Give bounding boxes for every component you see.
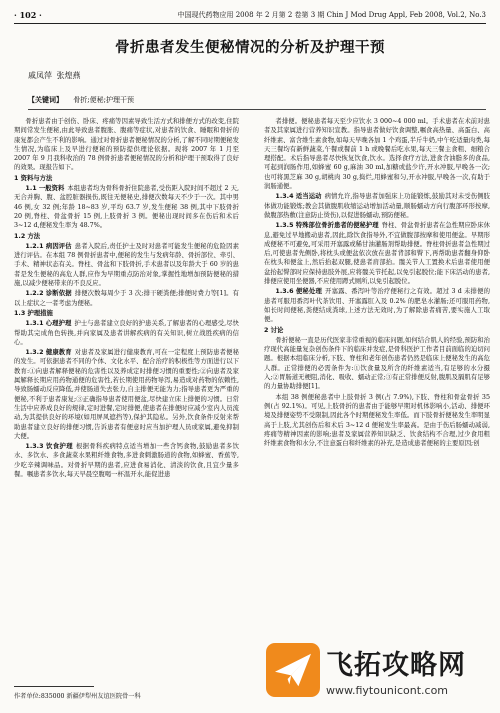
article-title: 骨折患者发生便秘情况的分析及护理干预 xyxy=(115,40,385,56)
paragraph-text: 者排便。便秘患者每天至少应饮水 3 000~4 000 ml。手术患者在术前对患者及其家属进行营养知识宣教。指导患者做好饮食调整,嘱食高热量、高蛋白、高纤维素、富含维生素食物,如每天早晚各加 1 个鸡蛋,半斤牛奶,中午吃适量肉类,每天三餐均有新鲜蔬菜,午餐或餐前 1 h 或晚餐后吃水果,每天三餐主食粗、细粮合理搭配。术后指导患者尽快恢复饮食,饮水。选择食疗方法,进食含油脂多的食品,可起到润肠作用,如蜂蜜 60 g,麻油 30 ml,加糖或盐少许,开水冲服,早晚各一次;也可将黑芝麻 30 g,胡桃肉 30 g,捣烂,用蜂蜜和匀,开水冲服,早晚各一次,有助于润肠通便。 xyxy=(264,118,490,191)
page-number: · 102 · xyxy=(14,10,42,20)
subsection-label: 1.3.3 饮食护理 xyxy=(25,443,73,451)
footnote-rule xyxy=(14,686,94,687)
body-paragraph xyxy=(14,348,239,441)
subsection-label: 1.2.1 病因评估 xyxy=(25,242,72,250)
section-heading: 1 资料与方法 xyxy=(14,174,53,182)
article-authors: 戚凤萍 张煌燕 xyxy=(28,71,81,80)
body-paragraph xyxy=(264,336,490,392)
body-paragraph xyxy=(14,242,239,288)
subsection-label: 1.3.2 健康教育 xyxy=(25,349,72,357)
body-paragraph xyxy=(14,442,239,479)
section-heading: 2 讨论 xyxy=(264,326,284,334)
keywords-value: 骨折;便秘;护理干预 xyxy=(73,96,134,104)
site-watermark xyxy=(262,632,498,708)
running-head xyxy=(14,9,486,21)
body-paragraph xyxy=(264,192,490,220)
body-paragraph xyxy=(264,117,490,191)
journal-info: 中国现代药物应用 2008 年 2 月第 2 卷第 3 期 Chin J Mod Drug Appl, Feb 2008, Vol.2, No.3 xyxy=(177,11,486,19)
keywords-label: 【关键词】 xyxy=(28,95,63,104)
subsection-label: 1.3.5 特殊部位骨折患者的便秘护理 xyxy=(275,222,379,230)
paragraph-text: 护士与患者建立良好的护患关系,了解患者的心理感受,尽快帮助其完成角色转换,并向家属及患者讲解疾病的有关知识,树立战胜疾病的信心。 xyxy=(14,320,239,346)
paragraph-text: 根据骨科疾病特点适当增加一些含钙食物,鼓励患者多饮水、多饮水、多食蔬菜水果粗纤维食物,多进食刺激肠道的食物,如蜂蜜、香蕉等,少吃辛辣调味品。对骨折早期的患者,应进食易消化、清淡的饮食,且宜少量多餐。嘱患者多饮水,每天早晨空腹喝一杯温开水,能促进患 xyxy=(14,443,239,478)
paragraph-text: 开塞露、番泻叶等治疗便秘行之有效。超过 3 d 未排便的患者可服用番泻叶代茶饮用、开塞露肛入及 0.2% 的肥皂水灌肠;还可服用药物,如长时间便秘,粪便结成粪球,上述方法无效时,为了解除患者痛苦,要实施人工取便。 xyxy=(264,288,490,324)
body-paragraph xyxy=(14,117,239,173)
keywords-line xyxy=(28,95,134,105)
abstract-rule xyxy=(28,109,486,110)
paragraph-text: 病情允许,指导患者加强床上功能锻炼,鼓励其对未受伤侧肢体做功能锻炼;教会其做腹肌收缩运动增加活动量,顺肠蠕动方向行腹部环形按摩,做腹部热敷(注意防止烫伤),以促进肠蠕动,预防便秘。 xyxy=(264,193,490,219)
paragraph-text: 患者入院后,责任护士及时对患者可能发生便秘的危险因素进行评估。在本组 78 例骨折患者中,便秘的发生与发病年龄、骨折部位、牵引、手术、精神状态有关。脊柱、骨盆和下肢骨折,手术患者以及年龄大于 60 岁的患者是发生便秘的高危人群,应作为早期重点防治对象,掌握性地增加预防便秘的措施,以减少便秘带来的不良反应。 xyxy=(14,242,239,288)
body-paragraph xyxy=(14,289,239,308)
section-heading: 1.3 护理措施 xyxy=(14,309,53,317)
paragraph-text: 本组 38 例便秘患者中上肢骨折 3 例(占 7.9%),下肢、脊柱和骨盆骨折 35 例(占 92.1%)。可见,上肢骨折的患者由于能够早期对机体影响小,活动、排便环境及排便姿势不受限制,因此各个时期便秘发生率低。而下肢骨折便秘发生率明显高于上肢,尤其创伤后和术后 3~12 d 便秘发生率最高。是由于伤后肠蠕动减弱,疼痛等精神因素的影响;患者及家属营养知识缺乏、饮食结构不合理,过少食用粗纤维素食物和水分,不注意蛋白和纤维素的补充,是造成患者便秘的主要原因;创 xyxy=(264,393,490,448)
body-paragraph xyxy=(14,319,239,347)
paper-plane-logo-icon xyxy=(266,643,320,697)
author-affiliation-footnote: 作者单位:835000 新疆伊犁州友谊医院骨一科 xyxy=(14,693,141,700)
subsection-label: 1.1 一般资料 xyxy=(25,185,65,193)
paragraph-text: 对患者及家属进行健康教育,可在一定程度上预防患者便秘的发生。可依据患者不同的个体、文化水平、配合治疗的积极性等方面进行以下教育:①向患者解释便秘的危害性以及养成定时排便习惯的重要性;②向患者及家属解释长期应用药物通便的危害性,若长期使用药物导泻,易造成对药物的依赖性,导致肠蠕动反应降低,并使肠道失去张力,自主排便无能为力;指导患者更为严重的便秘,不利于患者康复;③正确指导患者使用便盆,尽快建立床上排便的习惯。日常生活中应养成良好的规律,定时进餐,定时排便,使患者在排便时应减少室内人员流动,为其提供良好的环境(如用屏风遮挡等),保护其隐私。另外,饮食条件反射来帮助患者建立良好的排便习惯,告诉患者有便意时应当加护理人员或家属,避免抑制大便。 xyxy=(14,349,239,440)
watermark-url: www.fiytounicont.com xyxy=(326,684,449,697)
body-paragraph xyxy=(264,287,490,324)
paragraph-text: 骨折患者由于创伤、卧床、疼痛等因素导致生活方式和排便方式的改变,住院期间常发生便秘,由此导致患者腹胀、腹痛等症状,对患者的饮食、睡眠和骨折的康复都会产生不利的影响。通过对骨折患者便秘情况的分析,了解不同时期便秘发生情况,为临床上及早进行便秘的预防提供理论依据。现将 2007 年 1 月至 2007 年 9 月我科收治的 78 例骨折患者便秘情况的分析和护理干预取得了良好的效果。现报告如下。 xyxy=(14,118,239,172)
paragraph-text: 排便次数每周少于 3 次;排干硬粪便;排便时费力等[1]。有以上症状之一者考虑为便秘。 xyxy=(14,290,239,307)
subsection-label: 1.3.4 适当运动 xyxy=(275,193,322,201)
subsection-label: 1.2.2 诊断依据 xyxy=(25,290,72,298)
body-column-right xyxy=(264,117,490,657)
header-rule xyxy=(14,23,486,24)
paragraph-text: 骨折便秘一直是历代医家非常重视的临床问题,如何结合肌人的经验,预防和治疗现代高能量复杂创伤条件下的临床并发症,是骨科医护工作者目前面临的迫切问题。根据本组临床分析,下肢、脊柱和老年创伤患者仍然是临床上便秘发生的高危人群。正常排便的必需条件为:①饮食量及所含的纤维素适当,有足够的水分摄入;②胃肠道无梗阻,消化、吸收、蠕动正常;③有正常排便反射,腹肌及膈肌有足够的力量协助排便[1]。 xyxy=(264,336,490,391)
body-paragraph xyxy=(264,221,490,286)
paragraph-text: 本组患者均为骨科骨折住院患者,受伤距入院时间不超过 2 天,无合并胸、腹、盆腔脏器损伤,既往无便秘史,排便次数每天不少于一次。其中男 46 例,女 32 例;年龄 18~83 岁,平均 63.7 岁,发生便秘 38 例,其中下肢骨折 20 例,脊柱、骨盆骨折 15 例,上肢骨折 3 例。便秘出现时间多在伤后和术后 3~12 d,便秘发生率为 48.7%。 xyxy=(14,185,239,230)
paragraph-text: 脊柱、骨盆骨折患者在急性期应卧床休息,避免过早地搬动患者,因此,除饮食指导外,不宜做腹部按摩和使用便盆。早期形成便秘不可避免,可采用开塞露或稀甘油灌肠剂帮助排便。脊柱骨折患者急性期过后,可使患者先侧卧,将枕头或便盆依次放在患者背部和臀下,再帮助患者翻身仰卧在枕头和便盆上,然后抬起双腿,使患者肩部抬。髋关节人工置换术后患者使用便盆抬起臀部时应保持患肢外展,应将髋关节托起,以免引起脱位;能下床活动的患者,排便应使用坐便器,不应使用蹲式厕所,以免引起脱位。 xyxy=(264,222,490,286)
watermark-brand: 飞拓攻略网 xyxy=(326,650,466,681)
subsection-label: 1.3.1 心理护理 xyxy=(25,320,72,328)
body-paragraph xyxy=(14,184,239,230)
body-column-left xyxy=(14,117,239,681)
body-paragraph xyxy=(264,393,490,449)
section-heading: 1.2 方法 xyxy=(14,232,41,240)
subsection-label: 1.3.6 便秘处理 xyxy=(275,288,323,296)
